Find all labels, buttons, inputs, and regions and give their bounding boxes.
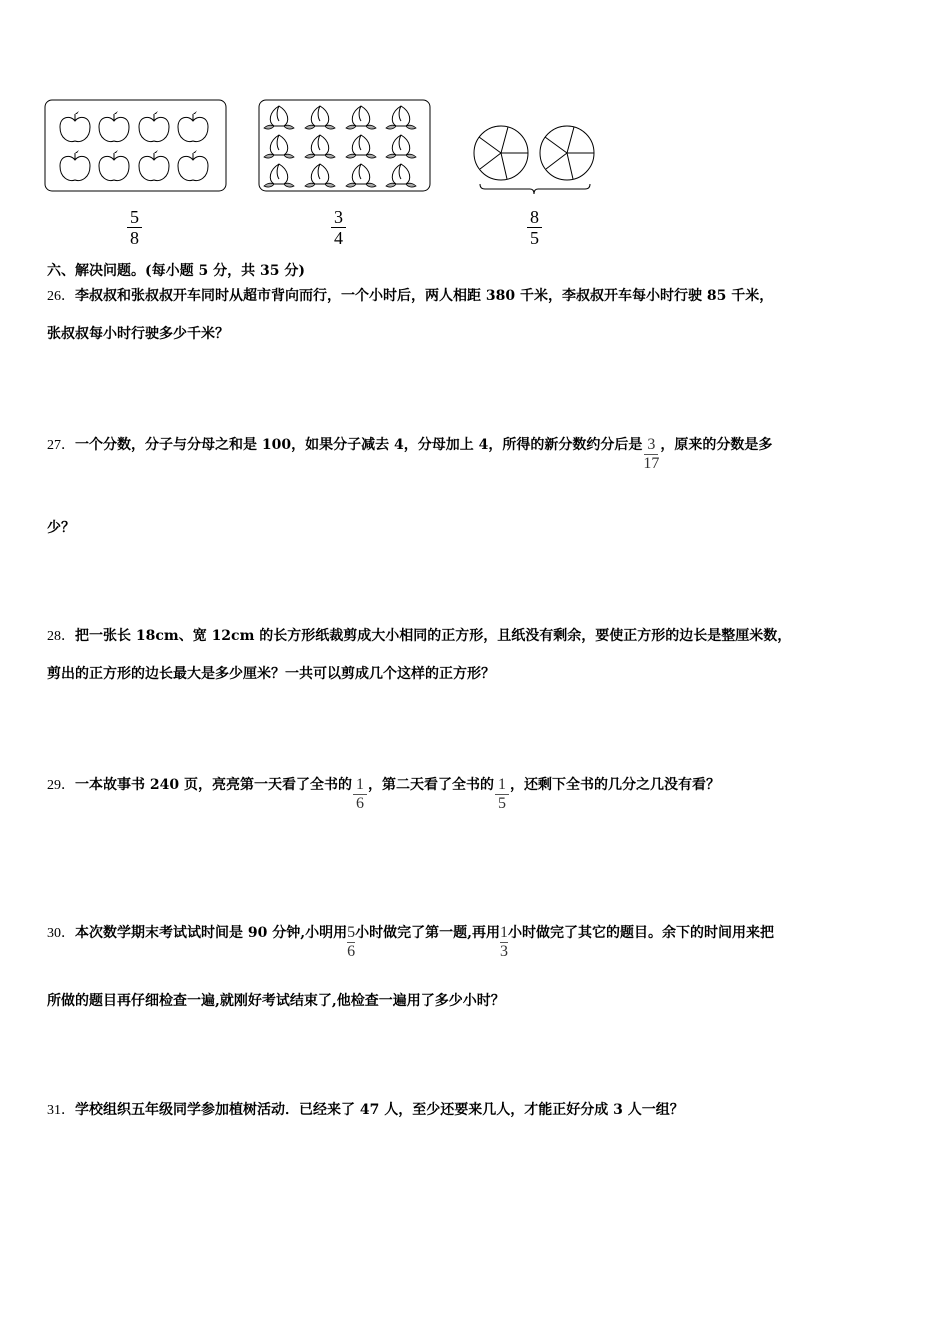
question-text: ，还剩下全书的几分之几没有看？	[509, 777, 720, 793]
peaches-figure	[258, 99, 432, 193]
denominator: 5	[530, 228, 539, 248]
fraction	[643, 436, 659, 473]
question-26-line2: 张叔叔每小时行驶多少千米？	[47, 326, 229, 342]
section-title: 六、解决问题。(每小题 5 分，共 35 分)	[47, 263, 305, 279]
fraction	[495, 776, 509, 813]
numerator: 3	[331, 207, 346, 228]
denominator: 6	[355, 795, 364, 812]
question-number: 29．	[47, 778, 75, 793]
brace-icon	[480, 184, 590, 194]
question-28-line2: 剪出的正方形的边长最大是多少厘米？一共可以剪成几个这样的正方形？	[47, 666, 495, 682]
circles-fraction	[527, 207, 542, 248]
question-text: 一本故事书 240 页，亮亮第一天看了全书的	[75, 777, 352, 793]
apple-icon	[60, 111, 208, 180]
numerator: 5	[127, 207, 142, 228]
denominator: 3	[499, 943, 508, 960]
numerator: 8	[527, 207, 542, 228]
question-30	[47, 924, 774, 961]
question-text: 把一张长 18cm、宽 12cm 的长方形纸裁剪成大小相同的正方形，且纸没有剩余，要使正方形的边长是整厘米数，	[75, 628, 792, 644]
question-number: 26．	[47, 289, 75, 304]
denominator: 4	[334, 228, 343, 248]
question-text: 本次数学期末考试试时间是 90 分钟,小明用	[75, 925, 348, 941]
question-number: 28．	[47, 629, 75, 644]
question-31	[47, 1101, 684, 1120]
question-27	[47, 436, 772, 473]
question-number: 31．	[47, 1103, 75, 1118]
peaches-fraction	[331, 207, 346, 248]
question-text: 小时做完了其它的题目。余下的时间用来把	[507, 925, 774, 941]
apples-fraction	[127, 207, 142, 248]
fraction	[500, 924, 508, 961]
numerator: 3	[644, 436, 658, 455]
numerator: 1	[499, 924, 508, 941]
fraction	[353, 776, 367, 813]
denominator: 5	[497, 795, 506, 812]
question-text: ，原来的分数是多	[660, 437, 773, 453]
question-text: 李叔叔和张叔叔开车同时从超市背向而行，一个小时后，两人相距 380 千米，李叔叔开车每小时行驶 85 千米，	[75, 288, 774, 304]
numerator: 1	[495, 776, 509, 795]
question-text: 一个分数，分子与分母之和是 100，如果分子减去 4，分母加上 4，所得的新分数约分后是	[75, 437, 643, 453]
numerator: 5	[347, 924, 356, 941]
question-29	[47, 776, 720, 813]
question-number: 27．	[47, 438, 75, 453]
question-30-line2: 所做的题目再仔细检查一遍,就刚好考试结束了,他检查一遍用了多少小时？	[47, 993, 505, 1009]
question-text: ，第二天看了全书的	[367, 777, 494, 793]
question-27-line2: 少？	[47, 520, 75, 536]
denominator: 6	[347, 943, 356, 960]
denominator: 8	[130, 228, 139, 248]
question-text: 学校组织五年级同学参加植树活动．已经来了 47 人，至少还要来几人，才能正好分成 3 人一组？	[75, 1102, 684, 1118]
question-26	[47, 287, 773, 306]
denominator: 17	[643, 455, 660, 472]
question-text: 小时做完了第一题,再用	[355, 925, 500, 941]
apples-figure	[44, 99, 228, 193]
peach-icon	[264, 106, 416, 187]
circle-divided-icon	[474, 126, 594, 180]
question-28	[47, 627, 791, 646]
numerator: 1	[353, 776, 367, 795]
fraction	[347, 924, 355, 961]
question-number: 30．	[47, 926, 75, 941]
circles-figure	[470, 122, 600, 198]
